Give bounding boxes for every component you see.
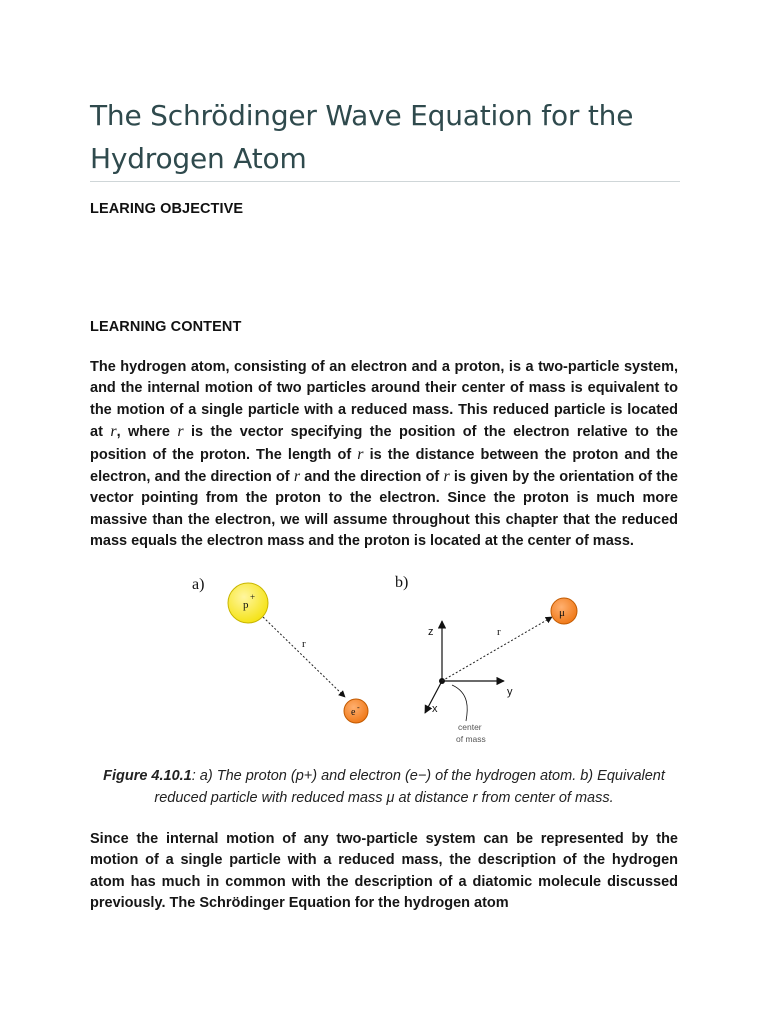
title-divider [90, 181, 680, 182]
proton-charge: + [250, 592, 256, 602]
figure-caption-text: : a) The proton (p+) and electron (e−) of the hydrogen atom. b) Equivalent reduced particle with reduced mass μ at distance r from center of mass. [154, 768, 665, 806]
center-of-mass-label-1: center [458, 722, 482, 732]
vector-r-a-label: r [302, 638, 306, 650]
electron-charge: - [357, 703, 360, 712]
figure-caption [90, 766, 678, 809]
axis-x-label: x [432, 703, 438, 715]
axis-y-label: y [507, 686, 513, 698]
panel-a-label: a) [192, 576, 205, 593]
panel-b-label: b) [395, 574, 409, 591]
axis-z-label: z [428, 626, 434, 638]
center-of-mass-label-2: of mass [456, 734, 486, 744]
figure-caption-label: Figure 4.10.1 [103, 768, 192, 784]
electron-circle [344, 699, 368, 723]
content-heading: LEARNING CONTENT [90, 319, 242, 335]
paragraph-intro: The hydrogen atom, consisting of an electron and a proton, is a two-particle system, and the internal motion of two particles around their center of mass is equivalent to the motion of a single particle with a reduced mass. This reduced particle is located at r, where r is the vector specifying the position of the electron relative to the position of the proton. The length of r is the distance between the proton and the electron, and the direction of r and the direction of r is given by the orientation of the vector pointing from the proton to the electron. Since the proton is much more massive than the electron, we will assume throughout this chapter that the reduced mass equals the electron mass and the proton is located at the center of mass. [90, 359, 679, 550]
vector-r-b-label: r [497, 626, 501, 638]
objective-heading: LEARING OBJECTIVE [90, 201, 244, 217]
electron-label: e [351, 707, 356, 718]
proton-label: p [243, 599, 249, 611]
center-of-mass-pointer [452, 685, 467, 721]
page-title: The Schrödinger Wave Equation for the Hydrogen Atom [90, 99, 634, 175]
vector-r-a [263, 617, 345, 697]
reduced-particle-label: μ [559, 607, 565, 619]
figure-svg [170, 565, 610, 750]
paragraph-followup: Since the internal motion of any two-particle system can be represented by the motion of a single particle with a reduced mass, the description of the hydrogen atom has much in common with the description of a diatomic molecule discussed previously. The Schrödinger Equation for the hydrogen atom [90, 831, 678, 912]
figure-hydrogen-diagram [170, 565, 610, 750]
